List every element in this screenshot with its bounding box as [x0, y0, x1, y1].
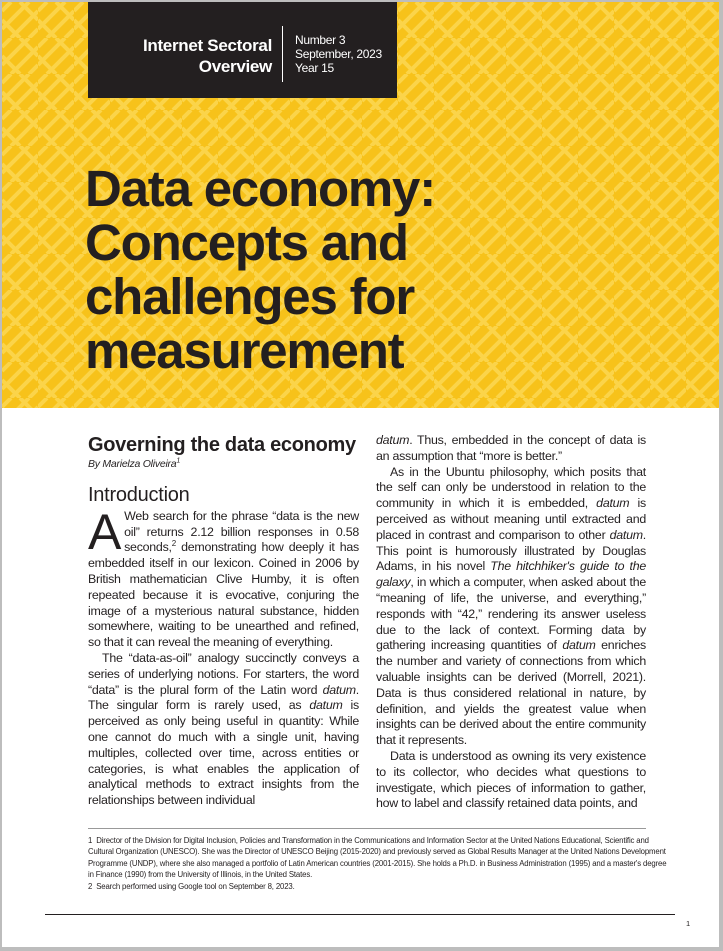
byline — [88, 457, 359, 473]
series-name-line1: Internet Sectoral — [142, 36, 272, 55]
italic-term: datum — [376, 433, 410, 447]
page-footer-rule — [45, 914, 675, 915]
cover-banner — [2, 2, 719, 408]
text-run: is perceived as only being useful in quantity: While one cannot do much with a single unit, having multiples, collected over time, across entities or categories, is what enables the application of analytical methods to extract insights from the relationships between individual — [88, 698, 359, 808]
issue-info — [295, 33, 382, 75]
paragraph — [88, 651, 359, 809]
footnote-text: Director of the Division for Digital Inclusion, Policies and Transformation in the Communications and Information Sector at the United Nations Educational, Scientific and Cultural Organization (UNESCO). She was the Director of UNESCO Beijing (2015-2020) and previously served as Global Results Manager at the United Nations Development Programme (UNDP), where she also managed a portfolio of Latin American countries (2001-2015). She holds a Ph.D. in Business Administration (1995) and a master's degree in Finance (1990) from the University of Illinois, in the United States. — [88, 836, 667, 880]
page-title — [85, 162, 695, 378]
italic-term: datum — [562, 638, 596, 653]
title-line: measurement — [85, 322, 404, 379]
series-name-line2: Overview — [198, 57, 272, 76]
publication-badge — [88, 2, 397, 98]
text-run: , in which a computer, when asked about the “meaning of life, the universe, and everything,” responds with “42,” rendering its answer useless due to the lack of context. Forming data by gathering increasing quantities of — [376, 575, 646, 653]
drop-cap: A — [88, 503, 122, 560]
text-run: is perceived as without meaning until extracted and placed in contrast and comparison to other — [376, 496, 646, 542]
footnote-number: 1 — [88, 836, 93, 845]
paragraph: Data is understood as owning its very existence to its collector, who decides what questions to investigate, which pieces of information to gather, how to label and classify retained data points, and — [376, 748, 646, 811]
text-run: The “data-as-oil” analogy succinctly conveys a series of underlying notions. For starters, the word “data” is the plural form of the Latin word — [88, 650, 359, 697]
italic-term: datum — [609, 527, 643, 542]
paragraph-continued — [376, 433, 646, 465]
title-line: challenges for — [85, 268, 414, 325]
left-column — [88, 433, 359, 809]
text-run: . Thus, embedded in the concept of data is an assumption that “more is better.” — [376, 433, 646, 463]
footnotes — [88, 835, 674, 892]
italic-term: datum — [309, 698, 343, 713]
title-line: Data economy: — [85, 160, 435, 217]
article-heading: Governing the data economy — [88, 434, 356, 456]
document-page — [2, 2, 719, 947]
title-line: Concepts and — [85, 214, 408, 271]
italic-term: datum — [322, 682, 356, 697]
text-run: Web search for the phrase “data is the new oil” returns 2.12 billion responses in 0.58 seconds, — [124, 508, 359, 555]
badge-divider — [282, 26, 283, 82]
footnote-ref[interactable]: 1 — [176, 457, 181, 465]
italic-term: datum — [596, 496, 630, 511]
footnote-number: 2 — [88, 881, 93, 891]
footnote-text: Search performed using Google tool on September 8, 2023. — [96, 881, 295, 891]
footnote-divider — [88, 828, 646, 829]
text-run: demonstrating how deeply it has embedded itself in our lexicon. Coined in 2006 by British mathematician Clive Humby, it is often repeated because it is evocative, conjuring the image of a mysterious natural substance, hidden somewhere, waiting to be unearthed and refined, so that it can reveal the meaning of everything. — [88, 540, 359, 650]
issue-date: September, 2023 — [295, 47, 382, 61]
footnote-2 — [88, 881, 674, 892]
series-name — [143, 35, 272, 77]
footnote-ref[interactable]: 2 — [171, 539, 176, 549]
text-run: . The singular form is rarely used, as — [88, 682, 359, 713]
page-number: 1 — [686, 919, 691, 928]
byline-text: By Marielza Oliveira — [88, 458, 177, 470]
book-title: The hitchhiker's guide to the galaxy — [376, 559, 646, 590]
footnote-1 — [88, 835, 674, 881]
section-heading: Introduction — [88, 483, 190, 506]
text-run: . This point is humorously illustrated by Douglas Adams, in his novel — [376, 527, 646, 574]
text-run: enriches the number and variety of connections from which valuable insights can be derived (Morrell, 2021). Data is thus considered relational in nature, by definition, and yields the greatest value when insights can be derived about the entire community that it represents. — [376, 638, 647, 748]
paragraph — [376, 465, 646, 749]
right-column — [376, 433, 646, 812]
issue-number: Number 3 — [295, 33, 346, 47]
text-run: As in the Ubuntu philosophy, which posits that the self can only be understood in relation to the community in which it is embedded, — [376, 464, 646, 511]
paragraph — [88, 503, 359, 651]
issue-year: Year 15 — [295, 61, 334, 75]
